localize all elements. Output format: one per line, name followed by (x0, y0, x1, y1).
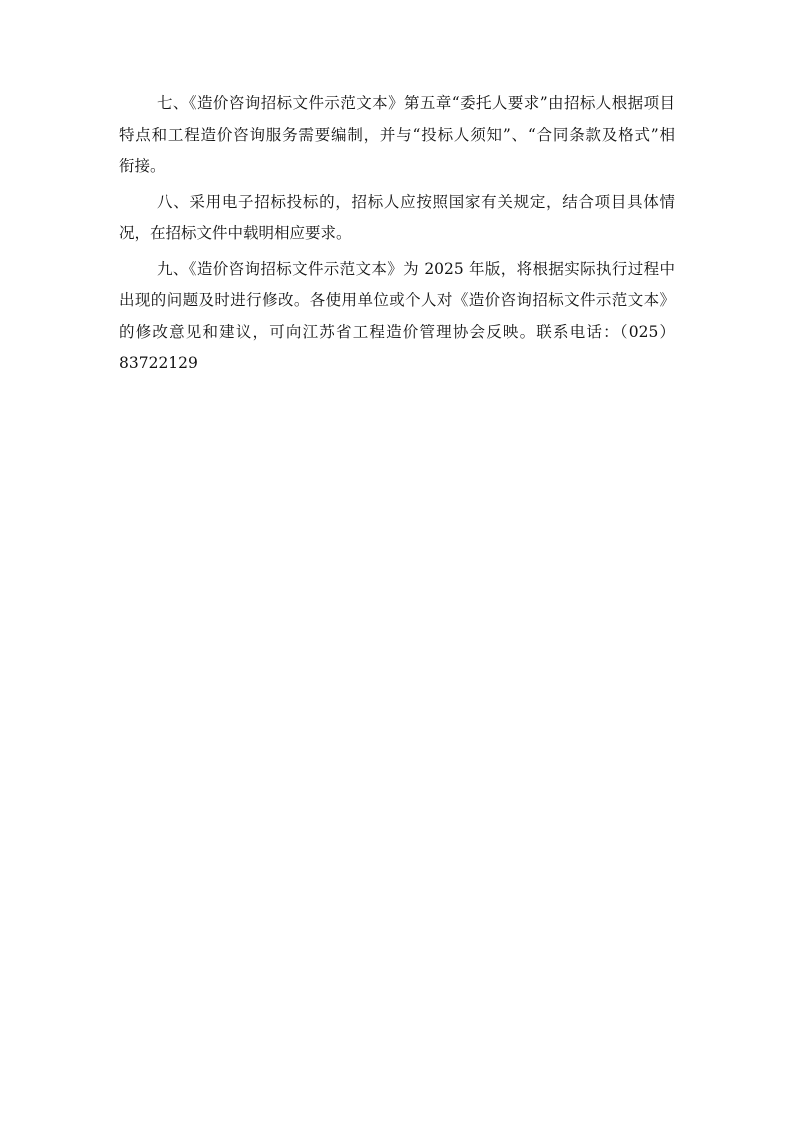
paragraph-line: 特点和工程造价咨询服务需要编制，并与“投标人须知”、“合同条款及格式”相 (119, 125, 675, 144)
paragraph-line: 衔接。 (119, 157, 166, 175)
paragraph-line: 九、《造价咨询招标文件示范文本》为 2025 年版，将根据实际执行过程中 (157, 259, 675, 278)
paragraph-line: 出现的问题及时进行修改。各使用单位或个人对《造价咨询招标文件示范文本》 (119, 291, 675, 309)
paragraph-line: 况，在招标文件中载明相应要求。 (119, 224, 352, 242)
paragraph-eight (119, 187, 675, 250)
paragraph-line: 八、采用电子招标投标的，招标人应按照国家有关规定，结合项目具体情 (157, 192, 675, 211)
document-body (119, 88, 675, 380)
paragraph-seven (119, 88, 675, 183)
phone-number: 83722129 (119, 354, 198, 372)
paragraph-nine (119, 254, 675, 380)
paragraph-line: 的修改意见和建议，可向江苏省工程造价管理协会反映。联系电话：（025） (119, 322, 675, 341)
paragraph-line: 七、《造价咨询招标文件示范文本》第五章“委托人要求”由招标人根据项目 (157, 94, 675, 112)
